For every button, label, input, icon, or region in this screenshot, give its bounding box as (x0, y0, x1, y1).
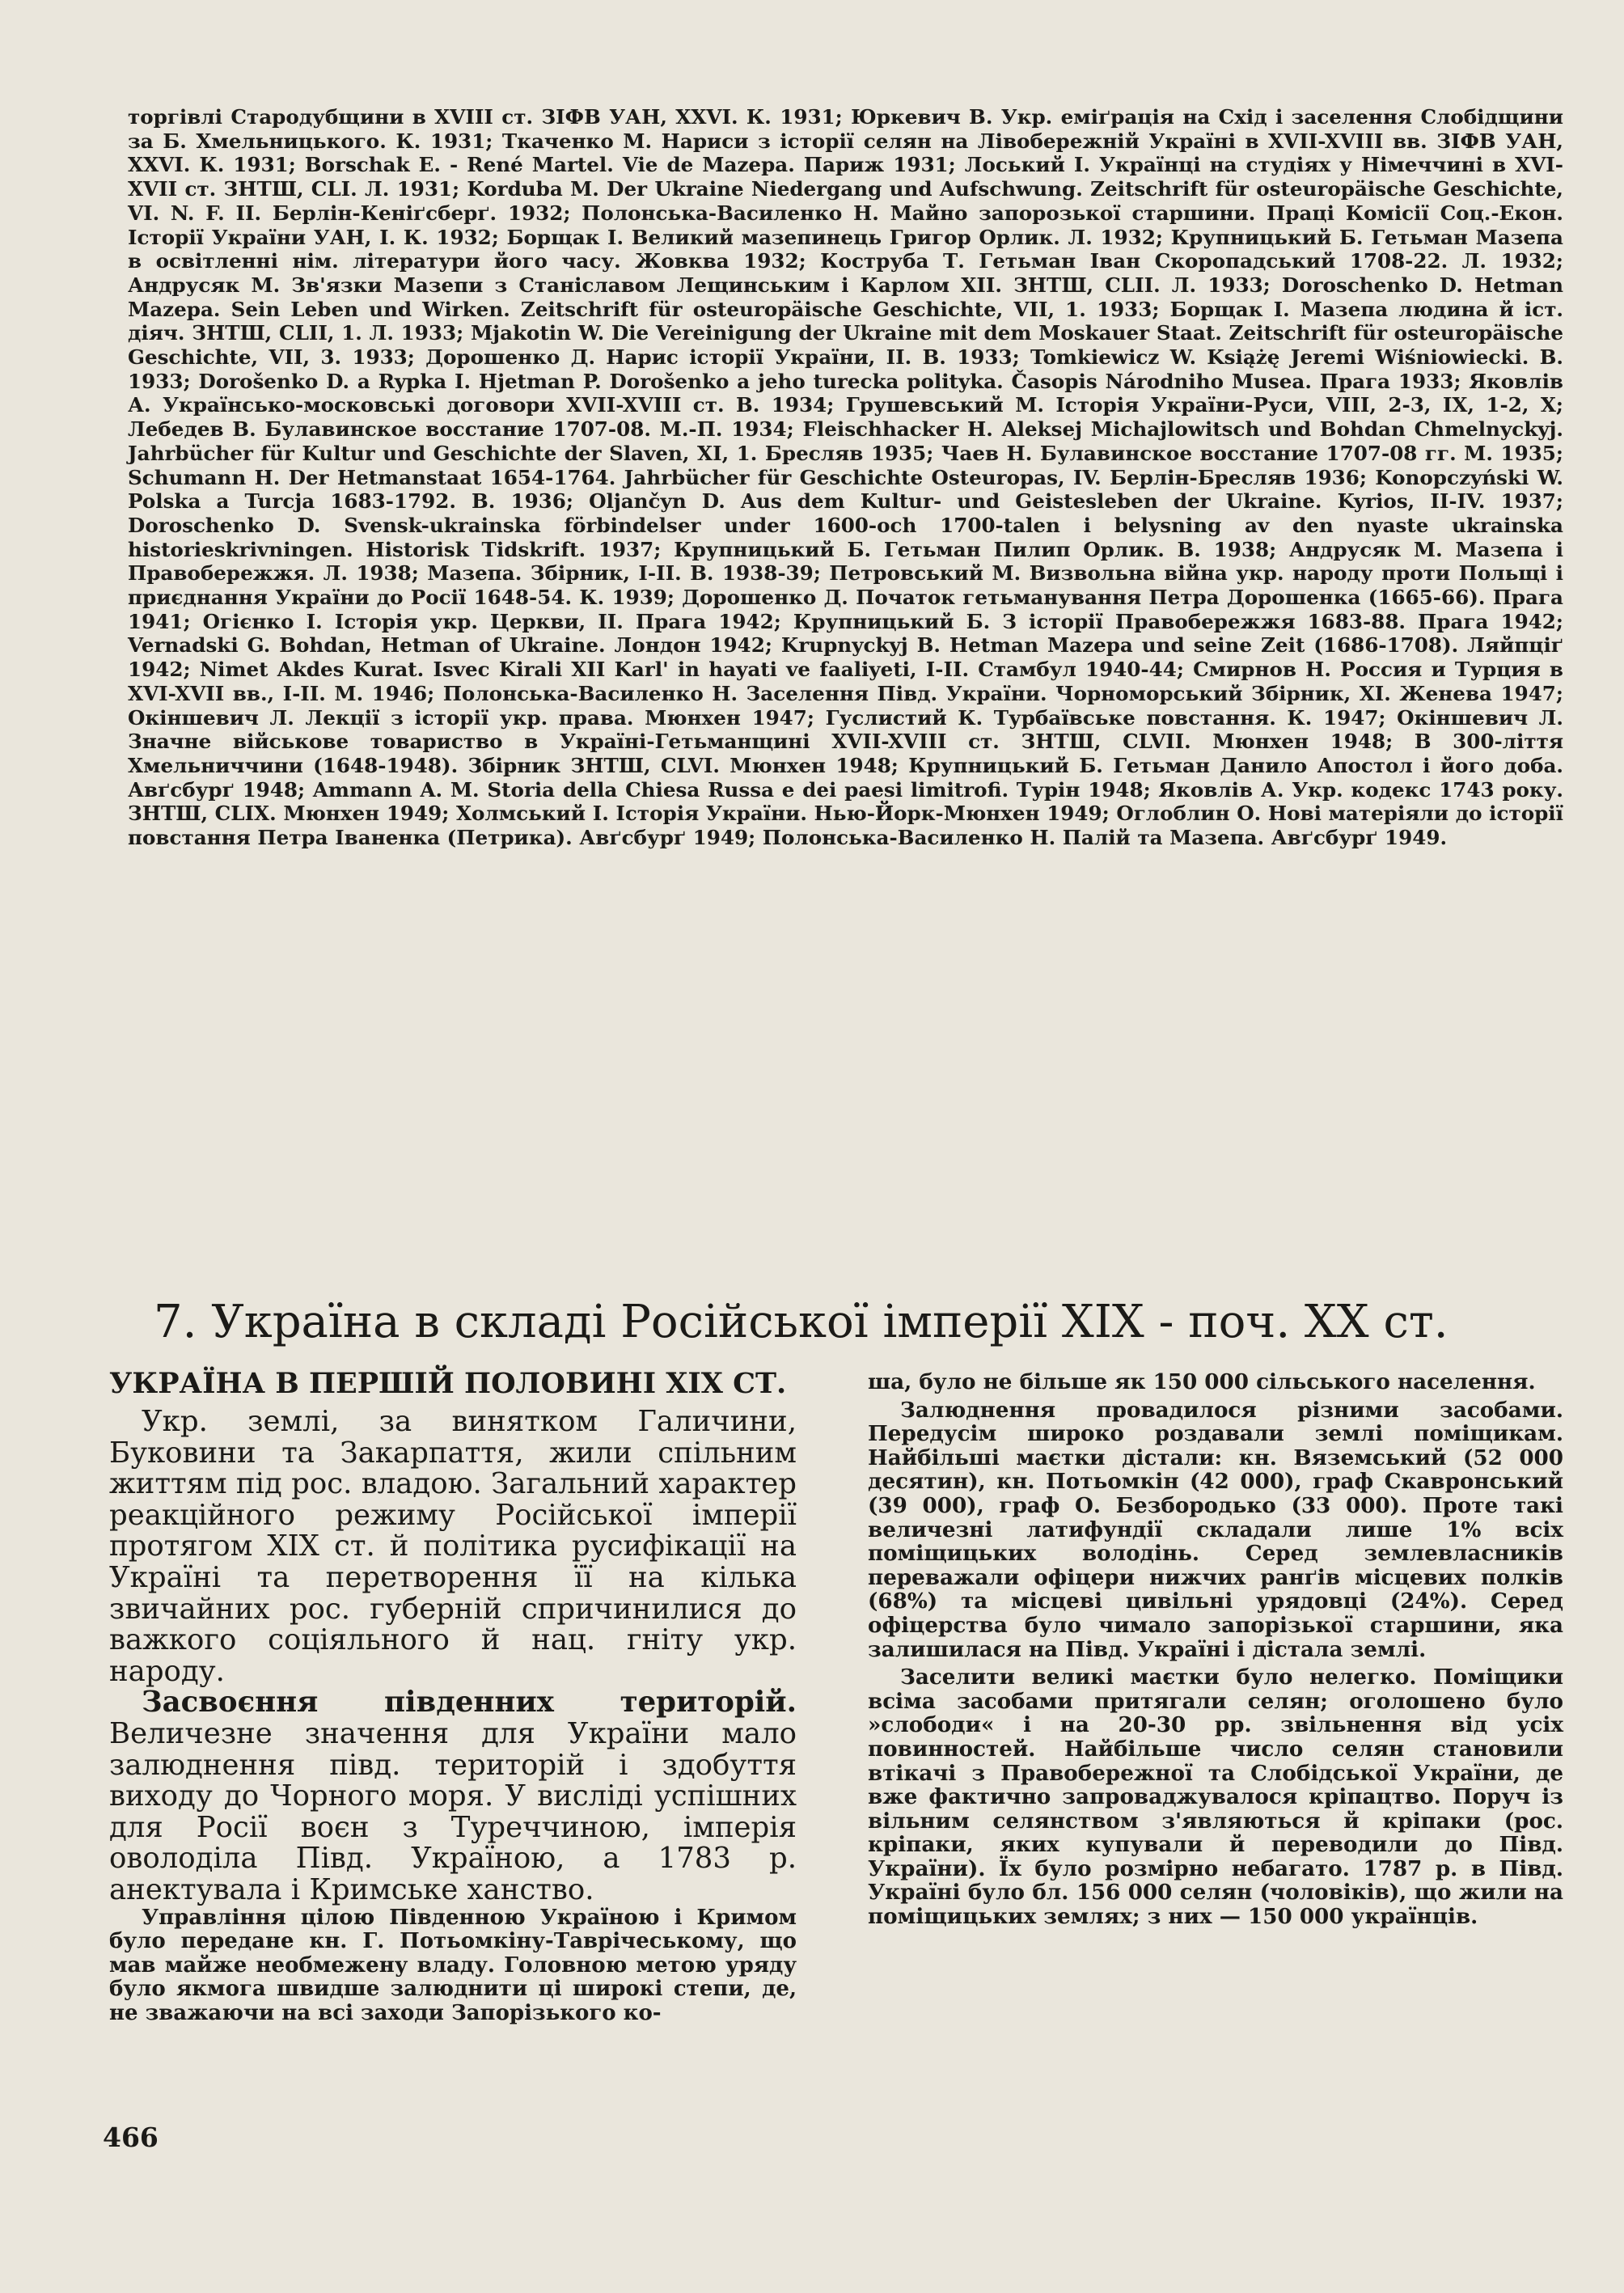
paragraph-body: Величезне значення для України мало залюднення півд. територій і здобуття виходу до Чорного моря. У висліді успішних для Росії воєн з Туреччиною, імперія оволоділа Півд. Україною, а 1783 р. анектувала і Кримське ханство. (109, 1716, 797, 1906)
section-title: 7. Україна в складі Російської імперії XIX - поч. XX ст. (154, 1296, 1448, 1348)
intro-paragraph: Укр. землі, за винятком Галичини, Буковини та Закарпаття, жили спільним життям під рос. владою. Загальний характер реакційного режиму Російської імперії протягом XIX ст. й політика русифікації на Україні та перетворення її на кілька звичайних рос. губерній спричинилися до важкого соціяльного й нац. гніту укр. народу. (109, 1405, 797, 1688)
bibliography-text: торгівлі Стародубщини в XVIII ст. ЗІФВ УАН, XXVI. К. 1931; Юркевич В. Укр. еміґрація на Схід і заселення Слобідщини за Б. Хмельницького. К. 1931; Ткаченко М. Нариси з історії селян на Лівобережній Україні в XVII-XVIII вв. ЗІФВ УАН, XXVI. К. 1931; Borschak E. - René Martel. Vie de Mazepa. Париж 1931; Лоський І. Українці на студіях у Німеччині в XVI-XVII ст. ЗНТШ, CLI. Л. 1931; Korduba M. Der Ukraine Niedergang und Aufschwung. Zeitschrift für osteuropäische Geschichte, VI. N. F. II. Берлін-Кеніґсберґ. 1932; Полонська-Василенко Н. Майно запорозької старшини. Праці Комісії Соц.-Екон. Історії України УАН, І. К. 1932; Борщак І. Великий мазепинець Григор Орлик. Л. 1932; Крупницький Б. Гетьман Мазепа в освітленні нім. літератури його часу. Жовква 1932; Коструба Т. Гетьман Іван Скоропадський 1708-22. Л. 1932; Андрусяк М. Зв'язки Мазепи з Станіславом Лещинським і Карлом XII. ЗНТШ, CLII. Л. 1933; Doroschenko D. Hetman Mazepa. Sein Leben und Wirken. Zeitschrift für osteuropäische Geschichte, VII, 1. 1933; Борщак І. Мазепа людина й іст. діяч. ЗНТШ, CLII, 1. Л. 1933; Mjakotin W. Die Vereinigung der Ukraine mit dem Moskauer Staat. Zeitschrift für osteuropäische Geschichte, VII, 3. 1933; Дорошенко Д. Нарис історії України, II. В. 1933; Tomkiewicz W. Książę Jeremi Wiśniowiecki. В. 1933; Dorošenko D. a Rypka I. Hjetman P. Dorošenko a jeho turecka polityka. Časopis Národniho Musea. Прага 1933; Яковлів А. Українсько-московські договори XVII-XVIII ст. В. 1934; Грушевський М. Історія України-Руси, VIII, 2-3, IX, 1-2, X; Лебедев В. Булавинское восстание 1707-08. М.-П. 1934; Fleischhacker H. Aleksej Michajlowitsch und Bohdan Chmelnyckyj. Jahrbücher für Kultur und Geschichte der Slaven, XI, 1. Бресляв 1935; Чаев Н. Булавинское восстание 1707-08 гг. М. 1935; Schumann H. Der Hetmanstaat 1654-1764. Jahrbücher für Geschichte Osteuropas, IV. Берлін-Бресляв 1936; Konopczyński W. Polska a Turcja 1683-1792. В. 1936; Oljančyn D. Aus dem Kultur- und Geistesleben der Ukraine. Kyrios, II-IV. 1937; Doroschenko D. Svensk-ukrainska förbindelser under 1600-och 1700-talen i belysning av den nyaste ukrainska historieskrivningen. Historisk Tidskrift. 1937; Крупницький Б. Гетьман Пилип Орлик. В. 1938; Андрусяк М. Мазепа і Правобережжя. Л. 1938; Мазепа. Збірник, І-ІІ. В. 1938-39; Петровський М. Визвольна війна укр. народу проти Польщі і приєднання України до Росії 1648-54. К. 1939; Дорошенко Д. Початок гетьманування Петра Дорошенка (1665-66). Прага 1941; Огієнко І. Історія укр. Церкви, II. Прага 1942; Крупницький Б. З історії Правобережжя 1683-88. Прага 1942; Vernadski G. Bohdan, Hetman of Ukraine. Лондон 1942; Krupnyckyj B. Hetman Mazepa und seine Zeit (1686-1708). Ляйпціґ 1942; Nimet Akdes Kurat. Isvec Kirali XII Karl' in hayati ve faaliyeti, I-II. Стамбул 1940-44; Смирнов Н. Россия и Турция в XVI-XVII вв., І-ІІ. М. 1946; Полонська-Василенко Н. Заселення Півд. України. Чорноморський Збірник, XI. Женева 1947; Окіншевич Л. Лекції з історії укр. права. Мюнхен 1947; Гуслистий К. Турбаївське повстання. К. 1947; Окіншевич Л. Значне військове товариство в Україні-Гетьманщині XVII-XVIII ст. ЗНТШ, CLVII. Мюнхен 1948; В 300-ліття Хмельниччини (1648-1948). Збірник ЗНТШ, CLVI. Мюнхен 1948; Крупницький Б. Гетьман Данило Апостол і його доба. Авґсбурґ 1948; Ammann A. M. Storia della Chiesa Russa e dei paesi limitrofi. Турін 1948; Яковлів А. Укр. кодекс 1743 року. ЗНТШ, CLIX. Мюнхен 1949; Холмський І. Історія України. Нью-Йорк-Мюнхен 1949; Оглоблин О. Нові матеріяли до історії повстання Петра Іваненка (Петрика). Авґсбурґ 1949; Полонська-Василенко Н. Палій та Мазепа. Авґсбурґ 1949. (128, 105, 1563, 850)
peasants-paragraph: Заселити великі маєтки було нелегко. Поміщики всіма засобами притягали селян; оголошено було »слободи« і на 20-30 рр. звільнення від усіх повинностей. Найбільше число селян становили втікачі з Правобережної та Слобідської України, де вже фактично запроваджувалося кріпацтво. Поруч із вільним селянством з'являються й кріпаки (рос. кріпаки, яких купували й переводили до Півд. України). Їх було розмірно небагато. 1787 р. в Півд. Україні було бл. 156 000 селян (чоловіків), що жили на поміщицьких землях; з них — 150 000 українців. (868, 1665, 1563, 1930)
southern-territories-paragraph (109, 1687, 797, 1906)
settlement-paragraph: Залюднення провадилося різними засобами. Передусім широко роздавали землі поміщикам. Найбільші маєтки дістали: кн. Вяземський (52 000 десятин), кн. Потьомкін (42 000), граф Скавронський (39 000), граф О. Безбородько (33 000). Проте такі величезні латифундії складали лише 1% всіх поміщицьких володінь. Серед землевласників переважали офіцери нижчих ранґів місцевих полків (68%) та місцеві цивільні урядовці (24%). Серед офіцерства було чимало запорізької старшини, яка залишилася на Півд. Україні і дістала землі. (868, 1397, 1563, 1662)
administration-paragraph: Управління цілою Південною Україною і Кримом було передане кн. Г. Потьомкіну-Таврічеському, що мав майже необмежену владу. Головною метою уряду було якмога швидше залюднити ці широкі степи, де, не зважаючи на всі заходи Запорізького ко- (109, 1905, 797, 2025)
left-column (109, 1369, 797, 2025)
right-column (868, 1370, 1563, 1933)
subsection-heading: УКРАЇНА В ПЕРШІЙ ПОЛОВИНІ XIX СТ. (109, 1367, 787, 1400)
page-number: 466 (103, 2122, 159, 2153)
continuation-paragraph: ша, було не більше як 150 000 сільського населення. (868, 1369, 1536, 1394)
paragraph-heading: Засвоєння південних територій. (142, 1686, 797, 1720)
